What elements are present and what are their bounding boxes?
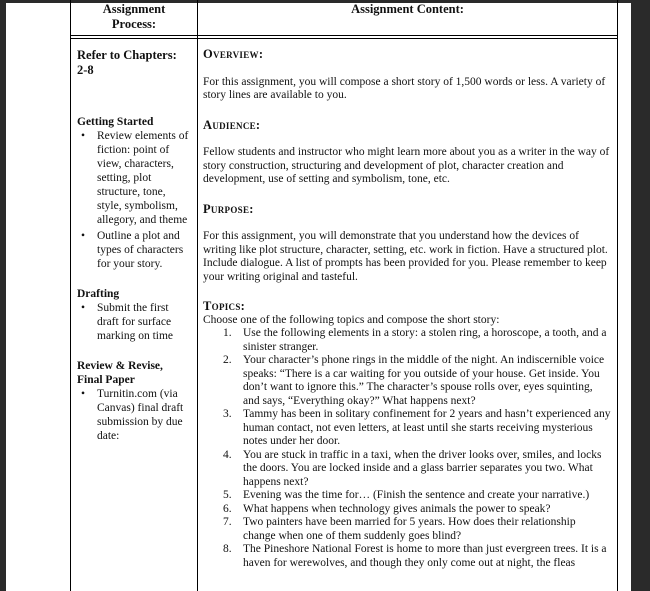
drafting-title: Drafting [77,288,120,300]
getting-started-title: Getting Started [77,116,154,128]
audience-heading: Audience: [203,117,261,132]
header-divider-bottom [71,38,617,39]
purpose-text: For this assignment, you will demonstrate that you understand how the devices of writing like plot structure, character, setting, etc. work in fiction. Have a structured plot. Include dialogue. A list of prompts has been provided for you. Please remember to keep your writing original and tasteful. [203,230,608,283]
header-divider-top [71,35,617,36]
overview-text: For this assignment, you will compose a short story of 1,500 words or less. A variety of story lines are available to you. [203,75,606,101]
list-item: 8. The Pineshore National Forest is home to more than just evergreen trees. It is a haven for werewolves, and though they only come out at night, the fleas [223,543,607,569]
list-item: 7. Two painters have been married for 5 years. How does their relationship change when one of them suddenly goes blind? [223,516,576,542]
list-item: 4. You are stuck in traffic in a taxi, when the driver looks over, smiles, and locks the doors. You are locked inside and a glass barrier separates you two. What happens next? [223,448,602,488]
header-assignment-content: Assignment Content: [351,2,464,16]
list-item: 1. Use the following elements in a story: a stolen ring, a horoscope, a tooth, and a sinister stranger. [223,327,607,353]
list-item: 2. Your character’s phone rings in the middle of the night. An indiscernible voice speaks: “There is a car waiting for you outside of your house. Get inside. You don’t want to ignore this.” The character’s spouse rolls over, eyes squinting, and says, “Everything okay?” What happens next? [223,354,605,407]
purpose-heading: Purpose: [203,201,254,216]
topics-heading: Topics: [203,299,246,313]
topics-intro: Choose one of the following topics and compose the short story: [203,313,500,326]
window-right-border [631,0,650,591]
list-item: 5. Evening was the time for… (Finish the sentence and create your narrative.) [223,489,590,501]
content-column [203,48,611,570]
refer-to-chapters: Refer to Chapters: 2-8 [77,48,177,77]
audience-text: Fellow students and instructor who might learn more about you as a writer in the way of story construction, structuring and development of plot, character creation and development, use of setting and symbolism, tone, etc. [203,146,610,185]
process-column [77,48,193,443]
column-divider [197,0,198,591]
topics-list [203,327,611,570]
list-item: • Submit the first draft for surface marking on time [77,301,193,343]
list-item: • Turnitin.com (via Canvas) final draft submission by due date: [77,387,193,443]
list-item: • Outline a plot and types of characters for your story. [77,229,193,271]
list-item: 3. Tammy has been in solitary confinement for 2 years and hasn’t experienced any human contact, not even letters, at least until she starts receiving mysterious notes under her door. [223,408,611,447]
assignment-table [70,0,618,591]
window-left-border [0,0,6,591]
list-item: • Review elements of fiction: point of view, characters, setting, plot structure, tone, style, symbolism, allegory, and theme [77,129,193,227]
header-assignment-process: Assignment Process: [102,2,166,31]
list-item: 6. What happens when technology gives animals the power to speak? [223,502,551,515]
overview-heading: Overview: [203,47,264,61]
review-revise-title: Review & Revise, Final Paper [77,360,163,386]
